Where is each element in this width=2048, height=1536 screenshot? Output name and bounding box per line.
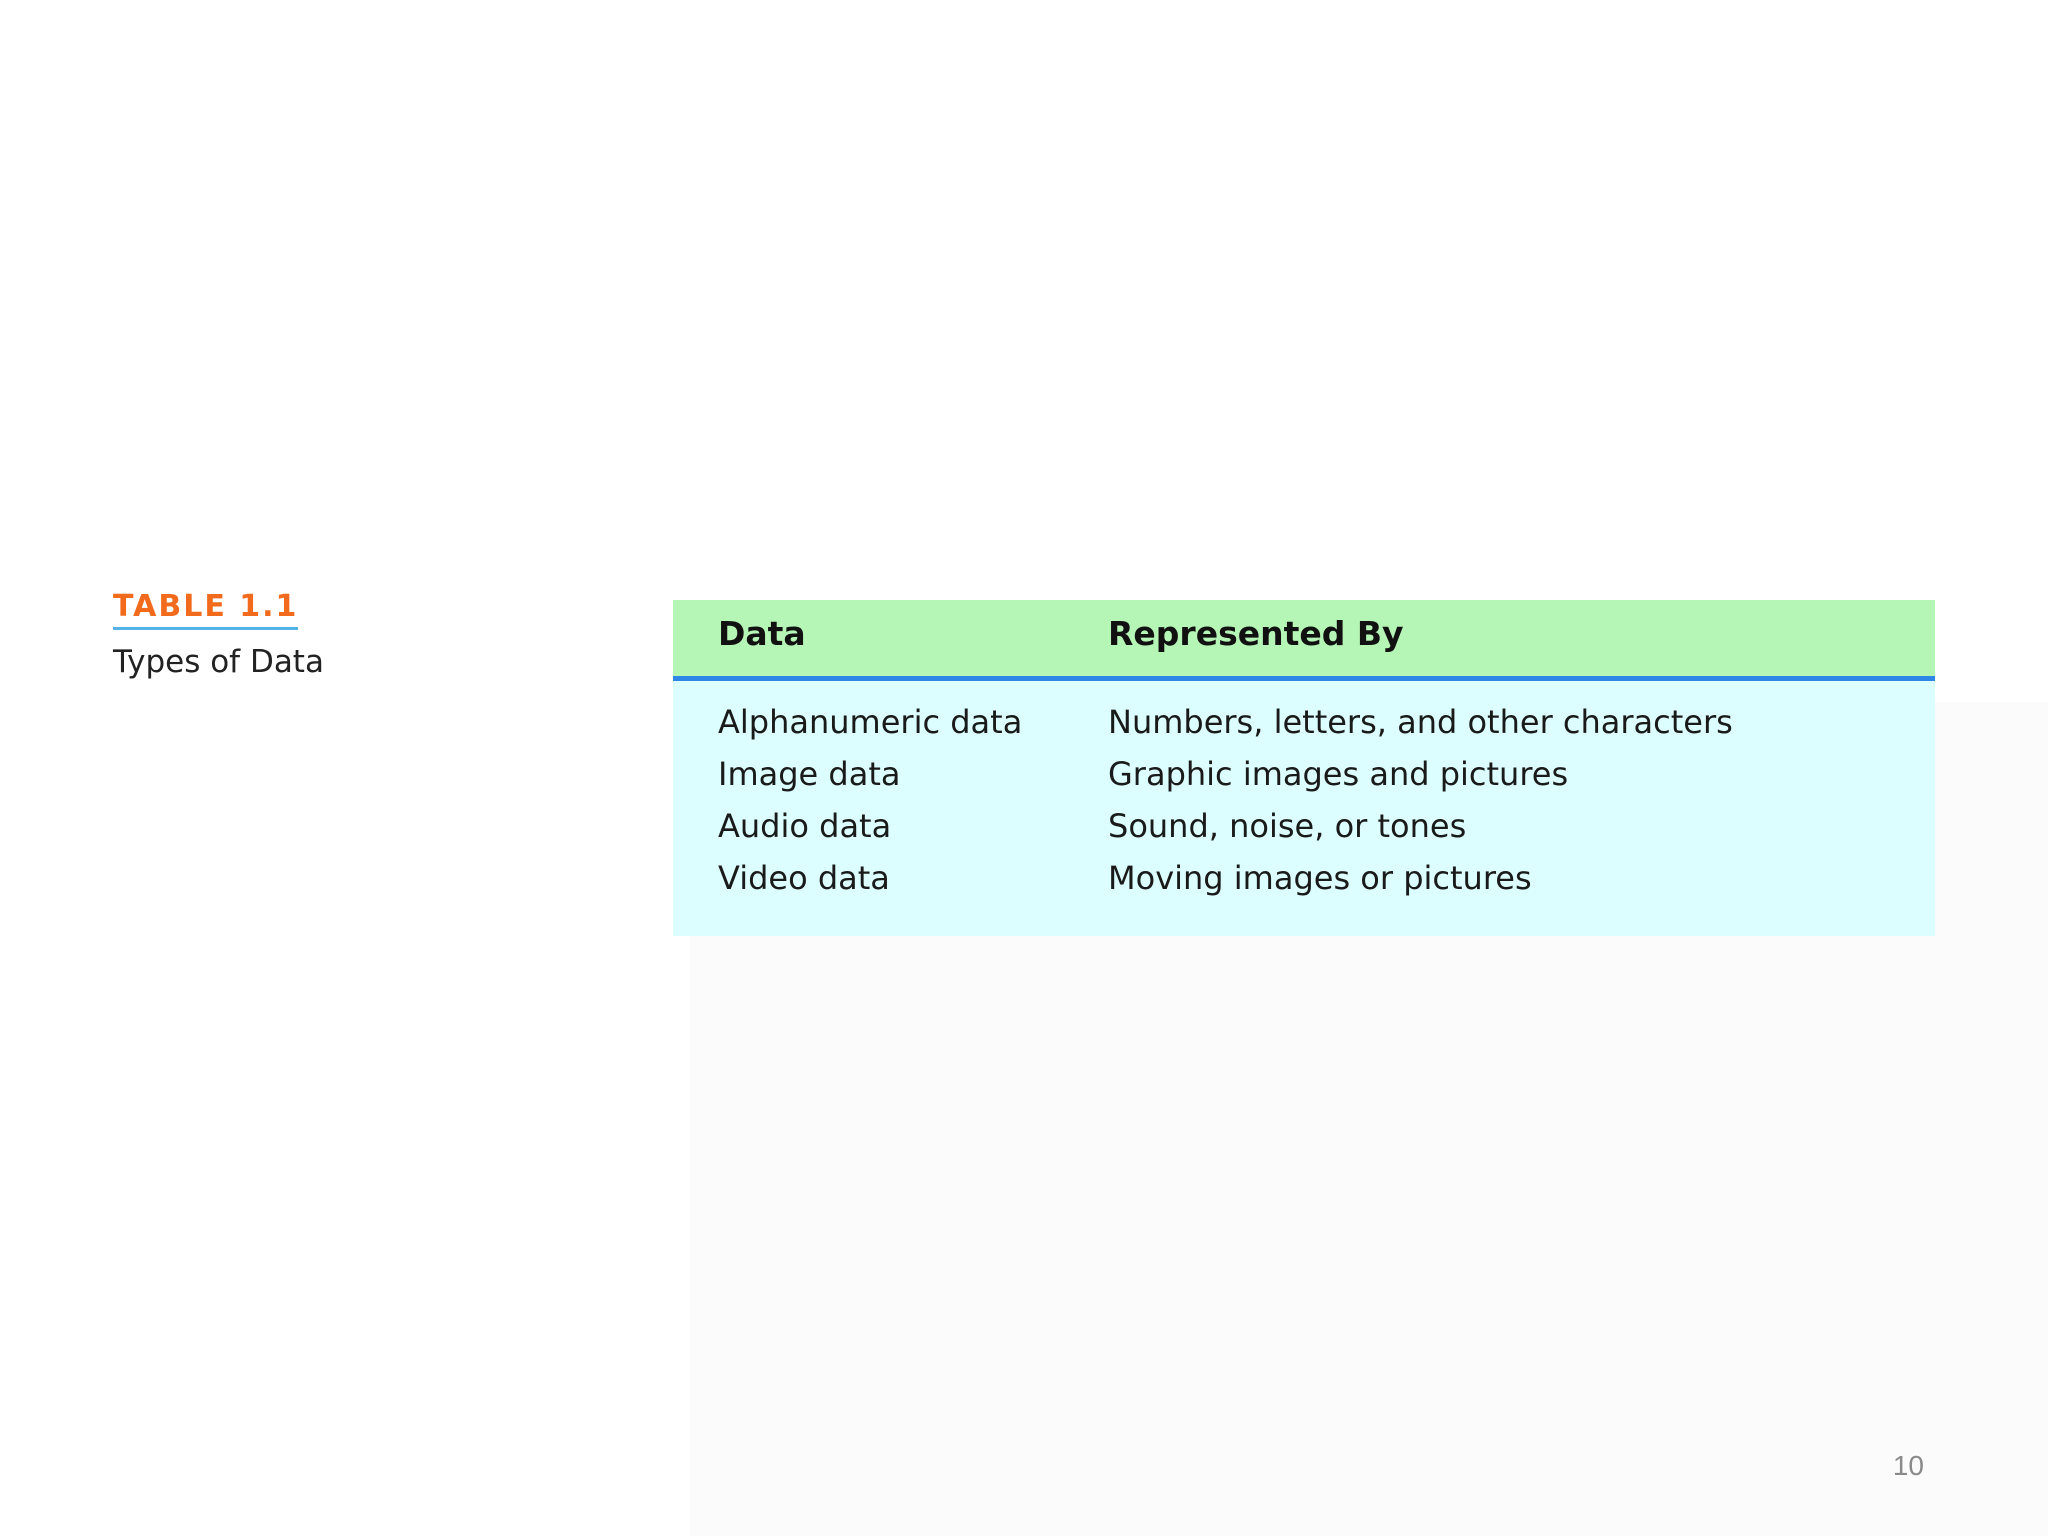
table-body [673, 681, 1935, 936]
row-data-type: Audio data [718, 807, 892, 845]
row-representation: Numbers, letters, and other characters [1108, 703, 1733, 741]
table-caption [113, 589, 324, 680]
row-representation: Moving images or pictures [1108, 859, 1532, 897]
table-row [673, 859, 1935, 911]
table-header-row [673, 600, 1935, 681]
row-data-type: Alphanumeric data [718, 703, 1023, 741]
slide-number: 10 [1892, 1450, 1924, 1481]
data-types-table [673, 600, 1935, 936]
table-row [673, 755, 1935, 807]
header-data: Data [718, 614, 806, 653]
row-representation: Sound, noise, or tones [1108, 807, 1467, 845]
header-represented-by: Represented By [1108, 614, 1404, 653]
table-row [673, 703, 1935, 755]
row-data-type: Image data [718, 755, 901, 793]
table-caption-title: Types of Data [113, 644, 324, 680]
row-representation: Graphic images and pictures [1108, 755, 1569, 793]
table-number: TABLE 1.1 [113, 592, 298, 630]
table-row [673, 807, 1935, 859]
row-data-type: Video data [718, 859, 890, 897]
